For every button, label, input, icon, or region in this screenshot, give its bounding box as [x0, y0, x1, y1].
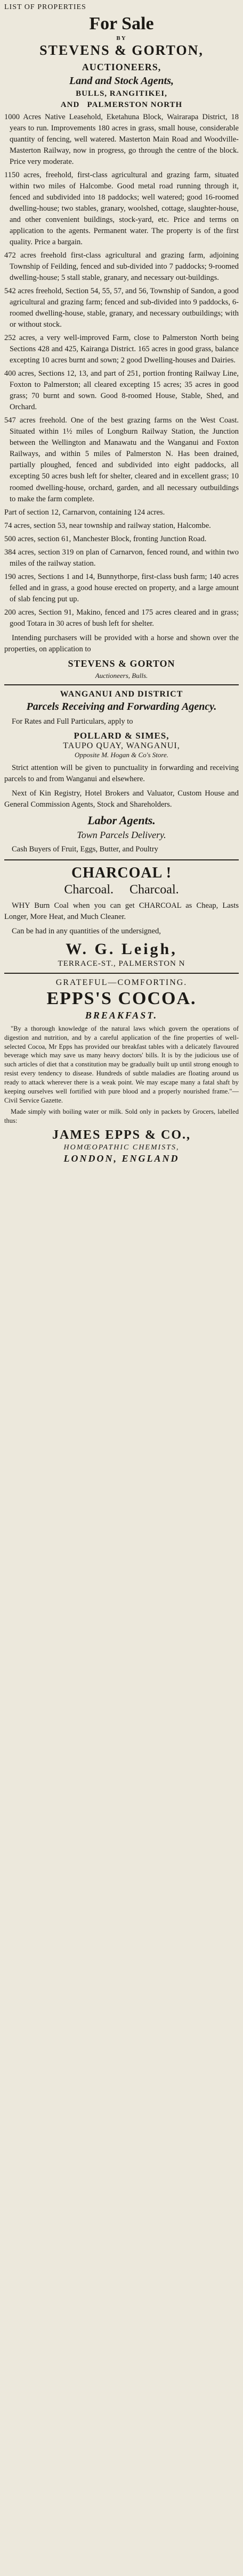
- firm-name: STEVENS & GORTON,: [39, 43, 204, 58]
- labor-agents: Labor Agents.: [87, 813, 156, 827]
- epps-chemists: HOMŒOPATHIC CHEMISTS,: [63, 1144, 180, 1152]
- auctioneers-label: AUCTIONEERS,: [82, 62, 161, 72]
- divider: [4, 684, 239, 685]
- property-listings: [4, 112, 239, 629]
- listing-item: 500 acres, section 61, Manchester Block, fronting Junction Road.: [4, 534, 207, 543]
- listing-item: 1150 acres, freehold, first-class agricultural and grazing farm, situated within two miles of Halcombe. Good metal road running through it, fenced and subdivided into 18 paddocks; well watered; good 16-roomed dwelling-house; two stables, granary, woolshed, cottage, slaughter-house, and other convenient buildings, stock-yard, etc. Price and terms on application to the agents. Permanent water. The property is of the first quality. Price a bargain.: [4, 171, 239, 247]
- listing-item: 384 acres, section 319 on plan of Carnarvon, fenced round, and within two miles of the railway station.: [4, 548, 239, 568]
- opposite-text: Opposite M. Hogan & Co's Store.: [75, 750, 168, 759]
- for-sale-heading: For Sale: [89, 14, 154, 34]
- charcoal-quantities-text: Can be had in any quantities of the undersigned,: [12, 926, 161, 935]
- agents-label: Land and Stock Agents,: [69, 75, 174, 87]
- stevens-gorton-advertisement: [4, 3, 239, 680]
- epps-firm-name: JAMES EPPS & CO.,: [52, 1128, 191, 1142]
- and-label: [4, 101, 239, 110]
- attention-text: Strict attention will be given to punctuality in forwarding and receiving parcels to and from Wanganui and elsewhere.: [4, 763, 239, 783]
- pollard-simes-advertisement: [4, 690, 239, 855]
- place-palmerston: PALMERSTON NORTH: [87, 101, 183, 109]
- charcoal-subheading: [4, 883, 239, 897]
- listing-item: 542 acres freehold, Section 54, 55, 57, and 56, Township of Sandon, a good agricultural and grazing farm; fenced and sub-divided into 9 paddocks, 6-roomed dwelling-house, stable, granary, and necessary outbuildings; with or without stock.: [4, 287, 239, 329]
- leigh-address: TERRACE-ST., PALMERSTON N: [58, 959, 185, 968]
- epps-heading: EPPS'S COCOA.: [46, 988, 197, 1008]
- charcoal-sub-2: Charcoal.: [129, 882, 179, 897]
- list-title: LIST OF PROPERTIES: [4, 3, 86, 11]
- epps-instructions: Made simply with boiling water or milk. Sold only in packets by Grocers, labelled thus:: [4, 1107, 239, 1124]
- listing-item: Part of section 12, Carnarvon, containing 124 acres.: [4, 508, 165, 517]
- place-bulls: BULLS, RANGITIKEI,: [76, 89, 167, 98]
- listing-item: 472 acres freehold first-class agricultural and grazing farm, adjoining Township of Feilding, fenced and sub-divided into 7 paddocks; 9-roomed dwelling-house; 5 stall stable, granary, and necessary out-buildings.: [4, 251, 239, 283]
- listing-item: 1000 Acres Native Leasehold, Eketahuna Block, Wairarapa District, 18 years to run. Improvements 180 acres in grass, small house, considerable quantity of fencing, well watered. Masterton Main Road and Woodville-Masterton Railway, now in progress, go through the centre of the block. Price very moderate.: [4, 113, 239, 167]
- leigh-name: W. G. Leigh,: [66, 940, 177, 958]
- listing-item: 190 acres, Sections 1 and 14, Bunnythorpe, first-class bush farm; 140 acres felled and in grass, a good house erected on property, and a large amount of slab fencing put up.: [4, 572, 239, 603]
- charcoal-advertisement: [4, 865, 239, 968]
- listing-item: 252 acres, a very well-improved Farm, close to Palmerston North being Sections 428 and 425, Kairanga District. 165 acres in good grass, balance excepting 10 acres burnt and sown; 2 good Dwelling-houses and Dairies.: [4, 334, 239, 365]
- listing-item: 547 acres freehold. One of the best grazing farms on the West Coast. Situated within 1½ miles of Longburn Railway Station, the Junction between the Wellington and Manawatu and the Wanganui and Foxton Railways, and within 5 miles of Palmerston N. Has been drained, partially ploughed, fenced and subdivided into eight paddocks, all excepting 50 acres bush left for shelter, cleared and in excellent grass; 10 roomed dwelling-house, orchard, garden, and all necessary outbuildings to make the farm complete.: [4, 416, 239, 503]
- listing-item: 400 acres, Sections 12, 13, and part of 251, portion fronting Railway Line, Foxton to Palmerston; all cleared excepting 15 acres; 35 acres in good grass; 70 burnt and sown. Good 8-roomed House, Stable, Shed, and Orchard.: [4, 369, 239, 412]
- pollard-simes-name: POLLARD & SIMES,: [74, 730, 169, 741]
- pollard-address: TAUPO QUAY, WANGANUI,: [63, 741, 180, 750]
- epps-city: LONDON, ENGLAND: [63, 1153, 180, 1164]
- charcoal-sub-1: Charcoal.: [64, 882, 114, 897]
- cash-buyers-text: Cash Buyers of Fruit, Eggs, Butter, and Poultry: [12, 844, 158, 854]
- grateful-heading: GRATEFUL—COMFORTING.: [55, 978, 188, 987]
- footer-firm: STEVENS & GORTON: [68, 658, 175, 669]
- wanganui-heading: WANGANUI AND DISTRICT: [60, 689, 183, 699]
- breakfast-heading: BREAKFAST.: [85, 1009, 158, 1021]
- by-label: BY: [116, 35, 127, 42]
- epps-cocoa-advertisement: [4, 978, 239, 1165]
- listing-item: 74 acres, section 53, near township and railway station, Halcombe.: [4, 521, 211, 530]
- footer-sub: Auctioneers, Bulls.: [95, 671, 148, 680]
- charcoal-heading: CHARCOAL !: [71, 864, 172, 881]
- epps-testimonial: "By a thorough knowledge of the natural laws which govern the operations of digestion and nutrition, and by a careful application of the fine properties of well-selected Cocoa, Mr Epps has provided our breakfast tables with a delicately flavoured beverage which may save us many heavy doctors' bills. It is by the judicious use of such articles of diet that a constitution may be gradually built up until strong enough to resist every tendency to disease. Hundreds of subtle maladies are floating around us ready to attack wherever there is a weak point. We may escape many a fatal shaft by keeping ourselves well fortified with pure blood and a properly nourished frame."—Civil Service Gazette.: [4, 1024, 239, 1104]
- newspaper-column: [4, 0, 239, 1164]
- agency-heading: Parcels Receiving and Forwarding Agency.: [26, 700, 217, 713]
- closing-text: Intending purchasers will be provided with a horse and shown over the properties, on application to: [4, 633, 239, 653]
- listing-item: 200 acres, Section 91, Makino, fenced and 175 acres cleared and in grass; good Totara in 30 acres of bush left for shelter.: [4, 608, 239, 628]
- charcoal-text: WHY Burn Coal when you can get CHARCOAL as Cheap, Lasts Longer, More Heat, and Much Cleaner.: [4, 901, 239, 921]
- town-parcels: Town Parcels Delivery.: [77, 829, 166, 840]
- divider: [4, 859, 239, 860]
- and-word: AND: [60, 101, 80, 109]
- rates-text: For Rates and Full Particulars, apply to: [12, 717, 133, 726]
- registry-text: Next of Kin Registry, Hotel Brokers and Valuator, Custom House and General Commission Agents, Stock and Shareholders.: [4, 789, 239, 809]
- divider: [4, 973, 239, 974]
